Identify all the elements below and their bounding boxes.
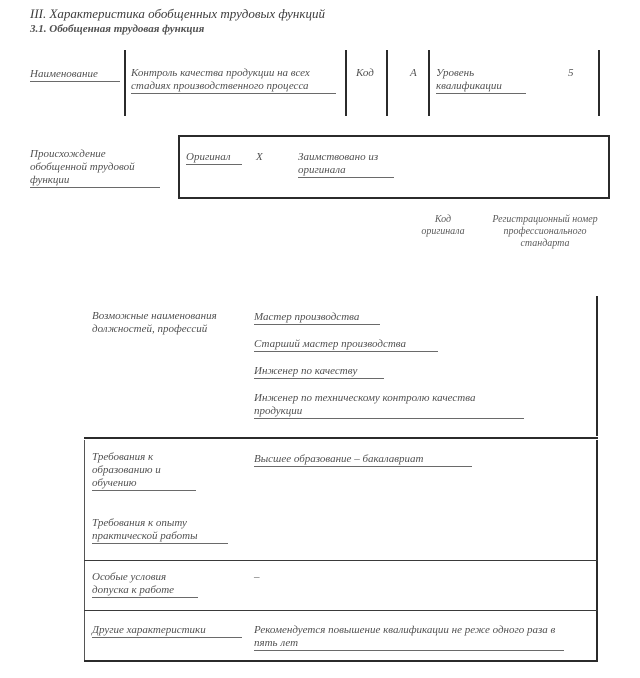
origin-label: Происхождение обобщенной трудовой функции xyxy=(30,148,160,188)
position-item: Инженер по качеству xyxy=(254,365,384,379)
row-divider xyxy=(84,560,598,561)
table-left-border xyxy=(84,440,85,662)
position-item: Старший мастер производства xyxy=(254,338,438,352)
name-label: Наименование xyxy=(30,68,120,82)
section-title: III. Характеристика обобщенных трудовых функций xyxy=(30,6,325,21)
original-mark: X xyxy=(256,151,263,163)
code-value: А xyxy=(410,67,417,79)
row-divider xyxy=(84,610,598,611)
position-item: Мастер производства xyxy=(254,311,380,325)
original-label: Оригинал xyxy=(186,151,242,165)
education-value: Высшее образование – бакалавриат xyxy=(254,453,472,467)
experience-label: Требования к опыту практической работы xyxy=(92,517,228,544)
header-divider xyxy=(124,50,126,116)
education-label: Требования к образованию и обучению xyxy=(92,451,196,491)
header-divider xyxy=(428,50,430,116)
reg-number-label: Регистрационный номер профессионального стандарта xyxy=(492,214,598,249)
position-item: Инженер по техническому контролю качества продукции xyxy=(254,392,524,419)
table-right-border xyxy=(596,296,598,436)
code-label: Код xyxy=(356,67,374,79)
header-divider xyxy=(598,50,600,116)
other-label: Другие характеристики xyxy=(92,624,242,638)
conditions-label: Особые условия допуска к работе xyxy=(92,571,198,598)
row-divider xyxy=(84,437,598,439)
header-divider xyxy=(386,50,388,116)
conditions-value: – xyxy=(254,571,260,583)
subsection-title: 3.1. Обобщенная трудовая функция xyxy=(30,23,205,35)
borrowed-label: Заимствовано из оригинала xyxy=(298,151,394,178)
qualification-value: 5 xyxy=(568,67,574,79)
qualification-label: Уровень квалификации xyxy=(436,67,526,94)
other-value: Рекомендуется повышение квалификации не реже одного раза в пять лет xyxy=(254,624,564,651)
table-right-border xyxy=(596,440,598,662)
positions-label: Возможные наименования должностей, профессий xyxy=(92,310,217,335)
code-original-label: Код оригинала xyxy=(421,214,465,237)
header-divider xyxy=(345,50,347,116)
table-bottom-border xyxy=(84,660,598,662)
function-name: Контроль качества продукции на всех стадиях производственного процесса xyxy=(131,67,336,94)
origin-box xyxy=(178,135,610,199)
